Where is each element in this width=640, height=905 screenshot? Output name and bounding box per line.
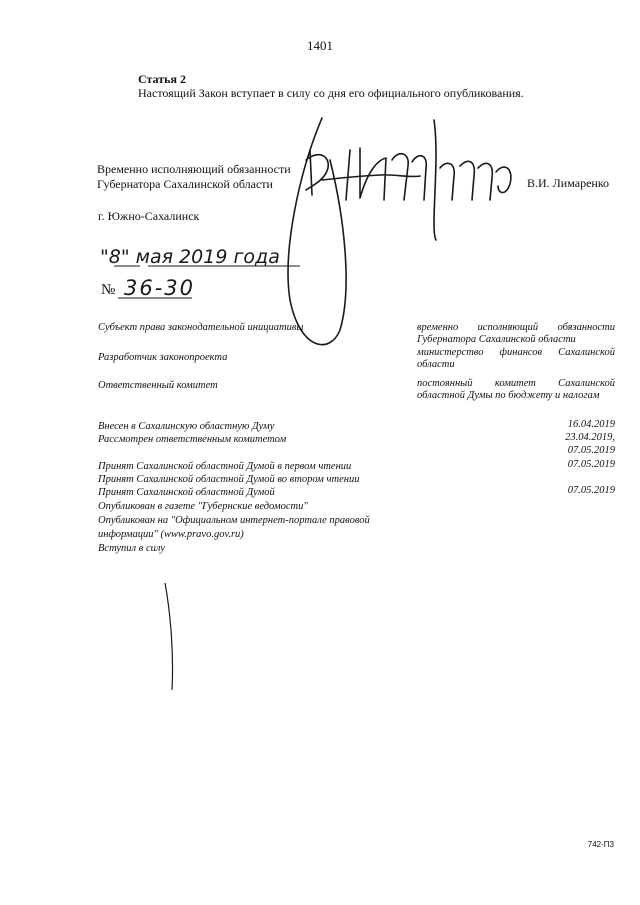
article-heading: Статья 2	[138, 72, 186, 86]
handwritten-date: "8" мая 2019 года	[100, 246, 280, 268]
footer-code: 742-П3	[587, 840, 614, 849]
signature	[288, 118, 511, 345]
developer-label: Разработчик законопроекта	[98, 352, 228, 363]
developer-value: министерство финансов Сахалинской области	[417, 347, 615, 370]
subject-label: Субъект права законодательной инициативы	[98, 322, 304, 333]
page-number: 1401	[307, 38, 333, 53]
adopted-label: Принят Сахалинской областной Думой	[98, 487, 275, 498]
handwritten-number: 36-30	[124, 276, 196, 300]
article-text: Настоящий Закон вступает в силу со дня его официального опубликования.	[138, 86, 524, 100]
signatory-name: В.И. Лимаренко	[527, 176, 610, 190]
published-gazette-label: Опубликован в газете "Губернские ведомости"	[98, 501, 308, 512]
submitted-date: 16.04.2019	[567, 419, 615, 430]
committee-label: Ответственный комитет	[98, 380, 218, 391]
first-reading-date: 07.05.2019	[567, 459, 615, 470]
reviewed-date-2: 07.05.2019	[567, 445, 615, 456]
first-reading-label: Принят Сахалинской областной Думой в первом чтении	[98, 461, 352, 472]
signatory-position-line2: Губернатора Сахалинской области	[97, 177, 273, 191]
reviewed-label: Рассмотрен ответственным комитетом	[98, 434, 287, 445]
stray-pen-mark	[165, 583, 173, 690]
published-portal-line1: Опубликован на "Официальном интернет-портале правовой	[98, 515, 370, 526]
effective-label: Вступил в силу	[98, 543, 165, 554]
city: г. Южно-Сахалинск	[98, 209, 200, 223]
published-portal-line2: информации" (www.pravo.gov.ru)	[98, 529, 244, 540]
submitted-label: Внесен в Сахалинскую областную Думу	[98, 421, 275, 432]
date-underlines	[114, 266, 300, 298]
subject-value: временно исполняющий обязанности Губернатора Сахалинской области	[417, 322, 615, 345]
second-reading-label: Принят Сахалинской областной Думой во втором чтении	[98, 474, 360, 485]
reviewed-date-1: 23.04.2019,	[565, 432, 615, 443]
number-prefix: №	[101, 282, 116, 298]
committee-value: постоянный комитет Сахалинской областной Думы по бюджету и налогам	[417, 378, 615, 401]
adopted-date: 07.05.2019	[567, 485, 615, 496]
signatory-position-line1: Временно исполняющий обязанности	[97, 162, 291, 176]
